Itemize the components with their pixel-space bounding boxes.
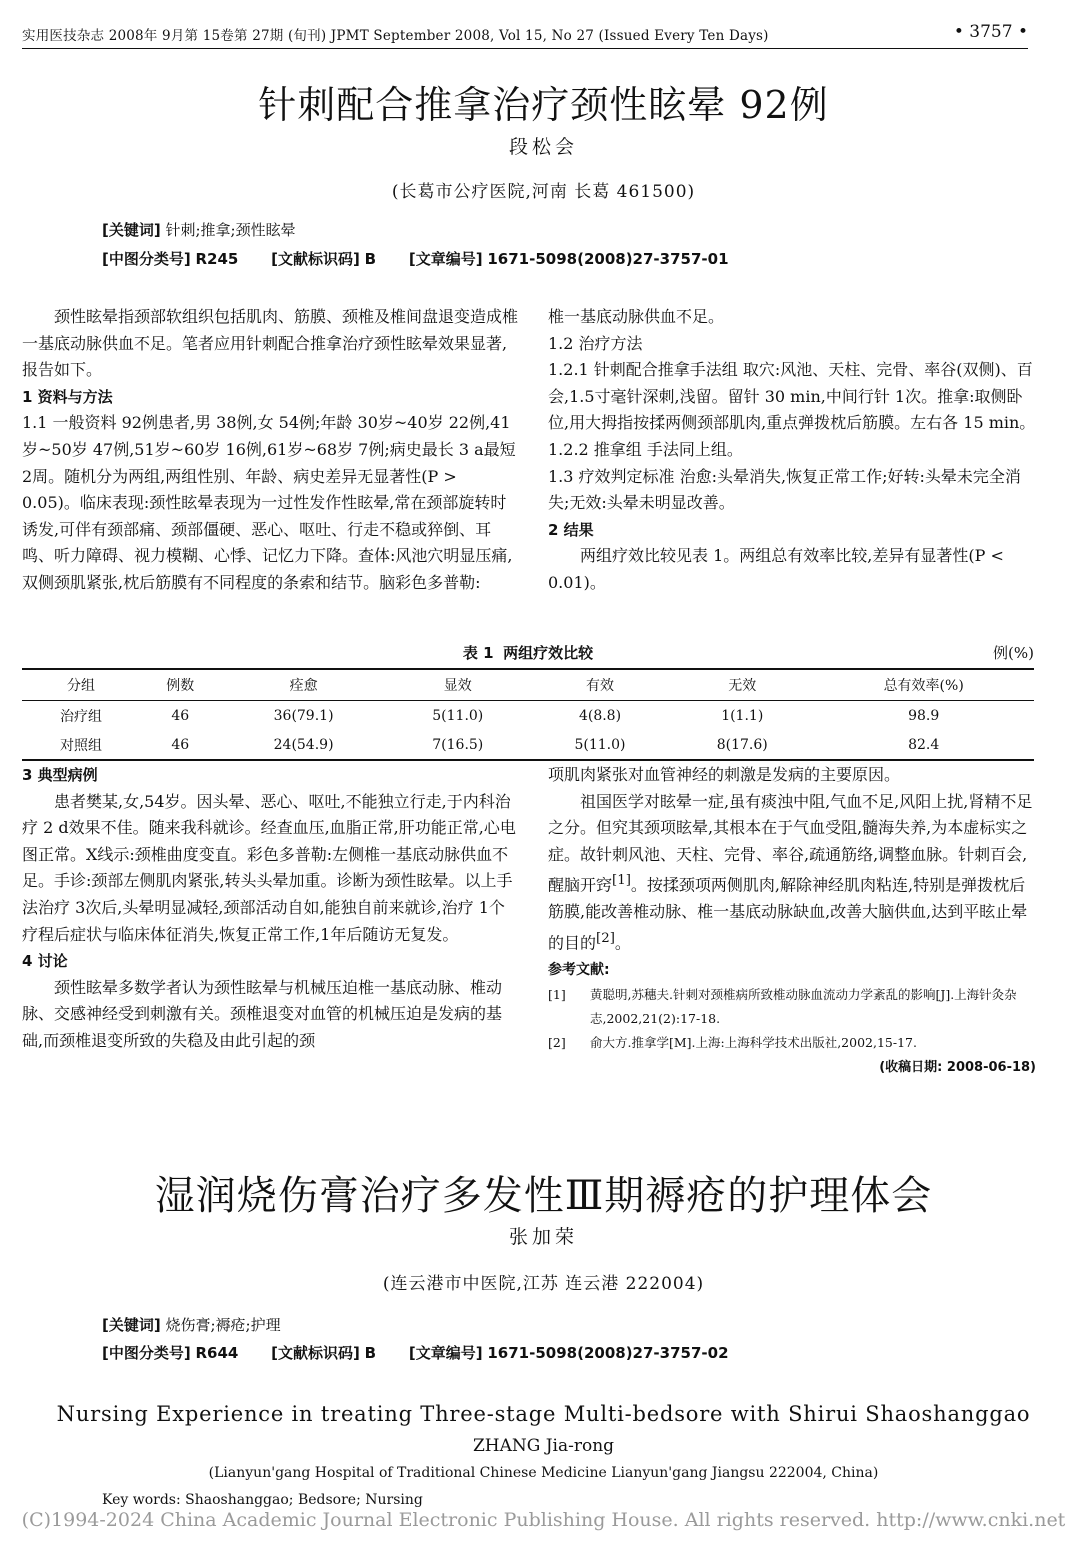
table-cell: 46 [171,736,190,753]
doc-code-label: [文献标识码] [271,1344,360,1362]
subsection-heading: 1.2 治疗方法 [548,333,643,353]
paragraph-criteria: 1.3 疗效判定标准 治愈:头晕消失,恢复正常工作;好转:头晕未完全消失;无效:头晕未明显改善。 [548,466,1021,513]
article-2-english-title: Nursing Experience in treating Three-stage Multi-bedsore with Shirui Shaoshanggao [56,1402,1031,1426]
text-span: 。 [614,933,631,953]
table-row [22,730,1034,760]
article-no-value: 1671-5098(2008)27-3757-02 [487,1344,729,1362]
table-cell: 对照组 [60,737,103,754]
table-cell: 98.9 [908,707,940,724]
page-number: • 3757 • [953,22,1028,42]
cls-label: [中图分类号] [102,1344,191,1362]
cls-value: R245 [195,250,239,268]
table-header-cell: 显效 [387,669,529,701]
table-cell: 8(17.6) [716,736,768,753]
doc-code-value: B [364,1344,377,1362]
reference-number: [2] [548,1035,566,1051]
table-title: 两组疗效比较 [503,644,594,662]
article-1-left-column-lower [22,762,518,1055]
paragraph-results: 两组疗效比较见表 1。两组总有效率比较,差异有显著性(P < 0.01)。 [548,546,1004,592]
article-1-affiliation: (长葛市公疗医院,河南 长葛 461500) [391,182,696,202]
text-span: 。按揉颈项两侧肌肉,解除神经肌肉粘连,特别是弹拨枕后筋膜,能改善椎动脉、椎一基底动脉缺血,改善大脑供血,达到平眩止晕的目的 [548,875,1028,953]
reference-number: [1] [548,987,566,1003]
keywords-label: [关键词] [102,221,161,239]
article-no-value: 1671-5098(2008)27-3757-01 [487,250,729,268]
article-1-title: 针刺配合推拿治疗颈性眩晕 92例 [258,83,829,127]
section-heading: 1 资料与方法 [22,387,113,406]
article-2-english-keywords: Key words: Shaoshanggao; Bedsore; Nursing [102,1492,423,1508]
table-cell: 46 [171,707,190,724]
citation-ref: [2] [596,930,615,946]
paragraph-method-1: 1.2.1 针刺配合推拿手法组 取穴:风池、天柱、完骨、率谷(双侧)、百会,1.5寸毫针深刺,浅留。留针 30 min,中间行针 1次。推拿:取侧卧位,用大拇指按揉两侧颈部肌肉,重点弹拨枕后筋膜。左右各 15 min。 [548,360,1036,433]
paragraph-discussion: 颈性眩晕多数学者认为颈性眩晕与机械压迫椎一基底动脉、椎动脉、交感神经受到刺激有关。颈椎退变对血管的机械压迫是发病的基础,而颈椎退变所致的失稳及由此引起的颈 [22,977,503,1050]
article-1-right-column-lower [548,762,1036,1082]
results-table [22,668,1034,761]
article-2-author: 张加荣 [508,1226,578,1248]
copyright-footer: (C)1994-2024 China Academic Journal Electronic Publishing House. All rights reserved. http://www.cnki.net [21,1509,1066,1531]
table-cell: 5(11.0) [432,707,484,724]
running-header [22,22,1028,49]
table-row [22,701,1034,731]
paragraph-general-info: 1.1 一般资料 92例患者,男 38例,女 54例;年龄 30岁~40岁 22例,41岁~50岁 47例,51岁~60岁 16例,61岁~68岁 7例;病史最长 3 a最短 2周。随机分为两组,两组性别、年龄、病史差异无显著性(P > 0.05)。临床表现:颈性眩晕表现为一过性发作性眩晕,常在颈部旋转时诱发,可伴有颈部痛、颈部僵硬、恶心、呕吐、行走不稳或猝倒、耳鸣、听力障碍、视力模糊、心悸、记忆力下降。查体:风池穴明显压痛,双侧颈肌紧张,枕后筋膜有不同程度的条索和结节。脑彩色多普勒: [22,413,516,592]
references-list [548,983,1036,1055]
paragraph-tcm [548,789,1036,957]
table-cell: 1(1.1) [721,707,764,724]
table-cell: 82.4 [908,736,940,753]
section-heading: 2 结果 [548,520,594,539]
reference-text: 俞大方.推拿学[M].上海:上海科学技术出版社,2002,15-17. [590,1035,917,1051]
table-header-cell: 有效 [529,669,671,701]
paragraph-case: 患者樊某,女,54岁。因头晕、恶心、呕吐,不能独立行走,于内科治疗 2 d效果不佳。随来我科就诊。经查血压,血脂正常,肝功能正常,心电图正常。X线示:颈椎曲度变直。彩色多普勒:左侧椎一基底动脉供血不足。手诊:颈部左侧肌肉紧张,转头头晕加重。诊断为颈性眩晕。以上手法治疗 3次后,头晕明显减轻,颈部活动自如,能独自前来就诊,治疗 1个疗程后症状与临床体征消失,恢复正常工作,1年后随访无复发。 [22,791,516,944]
article-2-english-author: ZHANG Jia-rong [472,1436,615,1456]
doc-code-label: [文献标识码] [271,250,360,268]
cls-label: [中图分类号] [102,250,191,268]
doc-code-value: B [364,250,377,268]
paragraph-method-2: 1.2.2 推拿组 手法同上组。 [548,439,743,459]
references-heading: 参考文献: [548,961,610,978]
keywords-label: [关键词] [102,1316,161,1334]
article-2-keywords [102,1314,281,1335]
table-cell: 36(79.1) [273,707,334,724]
table-cell: 5(11.0) [574,736,626,753]
article-no-label: [文章编号] [408,250,483,268]
text-span: 祖国医学对眩晕一症,虽有痰浊中阻,气血不足,风阳上扰,肾精不足之分。但究其颈项眩晕,其根本在于气血受阻,髓海失养,为本虚标实之症。故针刺风池、天柱、完骨、率谷,疏通筋络,调整血脉。针刺百会,醒脑开窍 [548,791,1033,895]
keywords-value: 针刺;推拿;颈性眩晕 [165,221,296,239]
table-header-cell: 例数 [140,669,220,701]
table-header-cell: 总有效率(%) [813,669,1034,701]
article-1-classification [102,248,729,269]
received-date: (收稿日期: 2008-06-18) [879,1060,1036,1076]
table-header-cell: 痊愈 [221,669,387,701]
keywords-value: 烧伤膏;褥疮;护理 [165,1316,281,1334]
table-cell: 24(54.9) [273,736,334,753]
cls-value: R644 [195,1344,239,1362]
article-1-left-column [22,304,518,597]
article-2-classification [102,1342,729,1363]
article-1-keywords [102,219,296,240]
paragraph-discussion-cont: 项肌肉紧张对血管神经的刺激是发病的主要原因。 [548,765,901,784]
reference-text: 黄聪明,苏穗夫.针刺对颈椎病所致椎动脉血流动力学紊乱的影响[J].上海针灸杂志,2002,21(2):17-18. [590,987,1017,1027]
table-cell: 治疗组 [60,708,103,725]
section-heading: 4 讨论 [22,952,68,971]
table-header-row [22,669,1034,701]
journal-citation: 实用医技杂志 2008年 9月第 15卷第 27期 (旬刊) JPMT September 2008, Vol 15, No 27 (Issued Every Ten Days) [22,28,769,44]
table-label: 表 1 [462,644,494,662]
article-no-label: [文章编号] [408,1344,483,1362]
intro-paragraph: 颈性眩晕指颈部软组织包括肌肉、筋膜、颈椎及椎间盘退变造成椎一基底动脉供血不足。笔者应用针刺配合推拿治疗颈性眩晕效果显著,报告如下。 [22,307,519,380]
citation-ref: [1] [612,873,631,889]
article-2-english-affiliation: (Lianyun'gang Hospital of Traditional Chinese Medicine Lianyun'gang Jiangsu 222004, China) [208,1465,879,1481]
article-1-author: 段松会 [508,136,578,158]
table-header-cell: 分组 [22,669,140,701]
reference-item [548,1031,1036,1055]
reference-item [548,983,1036,1031]
table-unit: 例(%) [993,644,1034,662]
paragraph-continued: 椎一基底动脉供血不足。 [548,307,725,326]
article-1-right-column [548,304,1036,597]
article-2-affiliation: (连云港市中医院,江苏 连云港 222004) [382,1274,705,1294]
table-cell: 4(8.8) [578,707,622,724]
table-header-cell: 无效 [671,669,813,701]
table-cell: 7(16.5) [432,736,484,753]
section-heading: 3 典型病例 [22,766,98,784]
article-2-title: 湿润烧伤膏治疗多发性Ⅲ期褥疮的护理体会 [154,1173,933,1219]
